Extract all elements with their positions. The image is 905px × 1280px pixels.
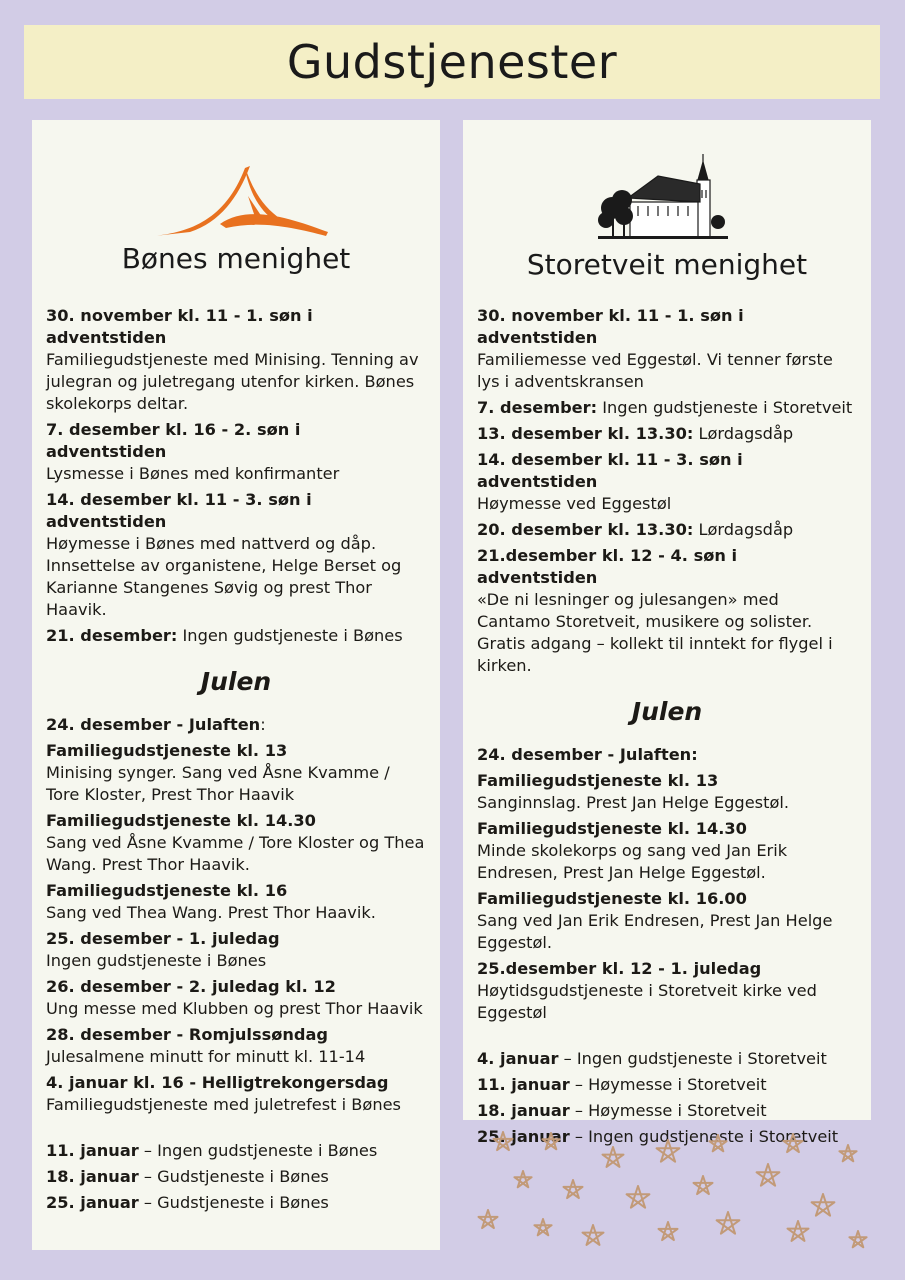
entry-body: Minising synger. Sang ved Åsne Kvamme / Tore Kloster, Prest Thor Haavik bbox=[46, 763, 390, 804]
star-icon bbox=[717, 1212, 740, 1234]
entry-heading: 7. desember kl. 16 - 2. søn i adventstiden bbox=[46, 420, 301, 461]
star-icon bbox=[812, 1194, 835, 1216]
schedule-entry bbox=[46, 1072, 426, 1116]
entry-body: Høymesse i Bønes med nattverd og dåp. Innsettelse av organistene, Helge Berset og Karianne Stangenes Søvig og prest Thor Haavik. bbox=[46, 534, 402, 619]
entry-heading: 28. desember - Romjulssøndag bbox=[46, 1025, 328, 1044]
schedule-entry bbox=[46, 976, 426, 1020]
entry-inline-text: Ingen gudstjeneste i Storetveit bbox=[597, 398, 853, 417]
church-icon bbox=[598, 150, 728, 245]
entry-inline-text: Ingen gudstjeneste i Bønes bbox=[177, 626, 403, 645]
entry-inline-text: Lørdagsdåp bbox=[693, 520, 794, 539]
star-icon bbox=[849, 1231, 866, 1247]
entry-heading: 24. desember - Julaften bbox=[46, 715, 261, 734]
entry-inline-text: Lørdagsdåp bbox=[693, 424, 794, 443]
schedule-entry bbox=[477, 744, 857, 766]
star-icon bbox=[542, 1133, 559, 1149]
entry-heading: 21. desember: bbox=[46, 626, 178, 645]
schedule-entry bbox=[46, 810, 426, 876]
spacer bbox=[46, 1120, 426, 1140]
schedule-entry bbox=[477, 397, 857, 419]
entry-body: Familiemesse ved Eggestøl. Vi tenner første lys i adventskransen bbox=[477, 350, 833, 391]
entry-body: «De ni lesninger og julesangen» med Cantamo Storetveit, musikere og solister. Gratis adgang – kollekt til inntekt for flygel i kirken. bbox=[477, 590, 833, 675]
entry-heading: 25. januar bbox=[46, 1193, 139, 1212]
schedule-entry bbox=[477, 1048, 857, 1070]
bones-panel bbox=[32, 120, 440, 1250]
entry-heading: 7. desember: bbox=[477, 398, 598, 417]
storetveit-panel bbox=[463, 120, 871, 1146]
entry-body: Lysmesse i Bønes med konfirmanter bbox=[46, 464, 340, 483]
schedule-entry bbox=[477, 770, 857, 814]
star-icon bbox=[757, 1164, 780, 1186]
entry-heading: 4. januar bbox=[477, 1049, 559, 1068]
star-icon bbox=[657, 1140, 680, 1162]
entry-body: Minde skolekorps og sang ved Jan Erik Endresen, Prest Jan Helge Eggestøl. bbox=[477, 841, 788, 882]
star-icon bbox=[709, 1135, 726, 1151]
star-icon bbox=[534, 1219, 551, 1235]
entry-heading: 21.desember kl. 12 - 4. søn i adventstiden bbox=[477, 546, 738, 587]
entry-heading: Familiegudstjeneste kl. 16.00 bbox=[477, 889, 747, 908]
star-icon bbox=[694, 1176, 713, 1194]
entry-body: Sanginnslag. Prest Jan Helge Eggestøl. bbox=[477, 793, 789, 812]
schedule-entry bbox=[477, 888, 857, 954]
schedule-entry bbox=[477, 818, 857, 884]
entry-heading: 30. november kl. 11 - 1. søn i adventstiden bbox=[46, 306, 313, 347]
entry-heading: 14. desember kl. 11 - 3. søn i adventstiden bbox=[477, 450, 743, 491]
page-title: Gudstjenester bbox=[286, 35, 618, 89]
entry-inline-text: – Høymesse i Storetveit bbox=[569, 1075, 767, 1094]
schedule-entry bbox=[46, 489, 426, 621]
schedule-entry bbox=[46, 1024, 426, 1068]
entry-heading: Familiegudstjeneste kl. 13 bbox=[477, 771, 719, 790]
entry-inline-text: – Gudstjeneste i Bønes bbox=[138, 1167, 329, 1186]
julen-heading: Julen bbox=[200, 667, 272, 696]
schedule-entry bbox=[477, 305, 857, 393]
entry-body: Sang ved Jan Erik Endresen, Prest Jan Helge Eggestøl. bbox=[477, 911, 833, 952]
star-icon bbox=[494, 1132, 513, 1150]
schedule-entry bbox=[46, 1166, 426, 1188]
title-bar bbox=[24, 25, 880, 99]
star-icon bbox=[583, 1225, 604, 1245]
entry-heading: Familiegudstjeneste kl. 14.30 bbox=[46, 811, 316, 830]
entry-heading: 30. november kl. 11 - 1. søn i adventstiden bbox=[477, 306, 744, 347]
schedule-entry bbox=[477, 449, 857, 515]
entry-heading: 18. januar bbox=[477, 1101, 570, 1120]
schedule-entry bbox=[46, 419, 426, 485]
star-icon bbox=[479, 1210, 498, 1228]
schedule-entry bbox=[477, 545, 857, 677]
star-icon bbox=[788, 1221, 809, 1241]
schedule-entry bbox=[477, 519, 857, 541]
entry-body: Familiegudstjeneste med Minising. Tenning av julegran og juletregang utenfor kirken. Bønes skolekorps deltar. bbox=[46, 350, 419, 413]
storetveit-schedule bbox=[463, 305, 871, 1148]
bones-header bbox=[32, 120, 440, 305]
entry-heading: 26. desember - 2. juledag kl. 12 bbox=[46, 977, 336, 996]
entry-body: Sang ved Åsne Kvamme / Tore Kloster og Thea Wang. Prest Thor Haavik. bbox=[46, 833, 425, 874]
star-icon bbox=[659, 1222, 678, 1240]
entry-heading: 4. januar kl. 16 - Helligtrekongersdag bbox=[46, 1073, 389, 1092]
schedule-entry bbox=[477, 1100, 857, 1122]
schedule-entry bbox=[46, 928, 426, 972]
entry-heading: 25. desember - 1. juledag bbox=[46, 929, 280, 948]
entry-inline-text: – Ingen gudstjeneste i Bønes bbox=[138, 1141, 378, 1160]
star-icon bbox=[784, 1134, 803, 1152]
entry-heading: 13. desember kl. 13.30: bbox=[477, 424, 694, 443]
entry-heading: 11. januar bbox=[46, 1141, 139, 1160]
storetveit-header bbox=[463, 120, 871, 305]
entry-inline-text: – Høymesse i Storetveit bbox=[569, 1101, 767, 1120]
entry-heading: 24. desember - Julaften: bbox=[477, 745, 698, 764]
schedule-entry bbox=[46, 305, 426, 415]
spacer bbox=[477, 1028, 857, 1048]
entry-body: Høymesse ved Eggestøl bbox=[477, 494, 672, 513]
entry-heading: 20. desember kl. 13.30: bbox=[477, 520, 694, 539]
schedule-entry bbox=[477, 423, 857, 445]
entry-body: Sang ved Thea Wang. Prest Thor Haavik. bbox=[46, 903, 376, 922]
entry-heading: 25. januar bbox=[477, 1127, 570, 1146]
schedule-entry bbox=[46, 740, 426, 806]
entry-body: Julesalmene minutt for minutt kl. 11-14 bbox=[46, 1047, 366, 1066]
star-icon bbox=[603, 1147, 624, 1167]
star-icon bbox=[839, 1145, 856, 1161]
entry-heading: 18. januar bbox=[46, 1167, 139, 1186]
bones-congregation-title: Bønes menighet bbox=[121, 242, 351, 275]
schedule-entry bbox=[46, 714, 426, 736]
bones-schedule bbox=[32, 305, 440, 1214]
schedule-entry bbox=[46, 1192, 426, 1214]
entry-inline-text: – Ingen gudstjeneste i Storetveit bbox=[558, 1049, 827, 1068]
entry-heading: 11. januar bbox=[477, 1075, 570, 1094]
schedule-entry bbox=[477, 1074, 857, 1096]
star-icon bbox=[514, 1171, 531, 1187]
entry-heading: 25.desember kl. 12 - 1. juledag bbox=[477, 959, 762, 978]
entry-inline-text: : bbox=[260, 715, 266, 734]
entry-heading: Familiegudstjeneste kl. 14.30 bbox=[477, 819, 747, 838]
schedule-entry bbox=[477, 958, 857, 1024]
entry-body: Ung messe med Klubben og prest Thor Haavik bbox=[46, 999, 423, 1018]
star-icon bbox=[564, 1180, 583, 1198]
entry-heading: 14. desember kl. 11 - 3. søn i adventstiden bbox=[46, 490, 312, 531]
bones-logo-icon bbox=[150, 162, 330, 242]
schedule-entry bbox=[46, 1140, 426, 1162]
schedule-entry bbox=[46, 880, 426, 924]
star-icon bbox=[627, 1186, 650, 1208]
hand-drawn-stars-icon bbox=[463, 1128, 871, 1250]
julen-heading: Julen bbox=[631, 697, 703, 726]
storetveit-congregation-title: Storetveit menighet bbox=[526, 248, 808, 281]
entry-heading: Familiegudstjeneste kl. 13 bbox=[46, 741, 288, 760]
entry-inline-text: – Ingen gudstjeneste i Storetveit bbox=[569, 1127, 839, 1146]
entry-body: Høytidsgudstjeneste i Storetveit kirke ved Eggestøl bbox=[477, 981, 817, 1022]
entry-inline-text: – Gudstjeneste i Bønes bbox=[138, 1193, 329, 1212]
entry-body: Ingen gudstjeneste i Bønes bbox=[46, 951, 267, 970]
entry-body: Familiegudstjeneste med juletrefest i Bønes bbox=[46, 1095, 401, 1114]
schedule-entry bbox=[46, 625, 426, 647]
entry-heading: Familiegudstjeneste kl. 16 bbox=[46, 881, 288, 900]
